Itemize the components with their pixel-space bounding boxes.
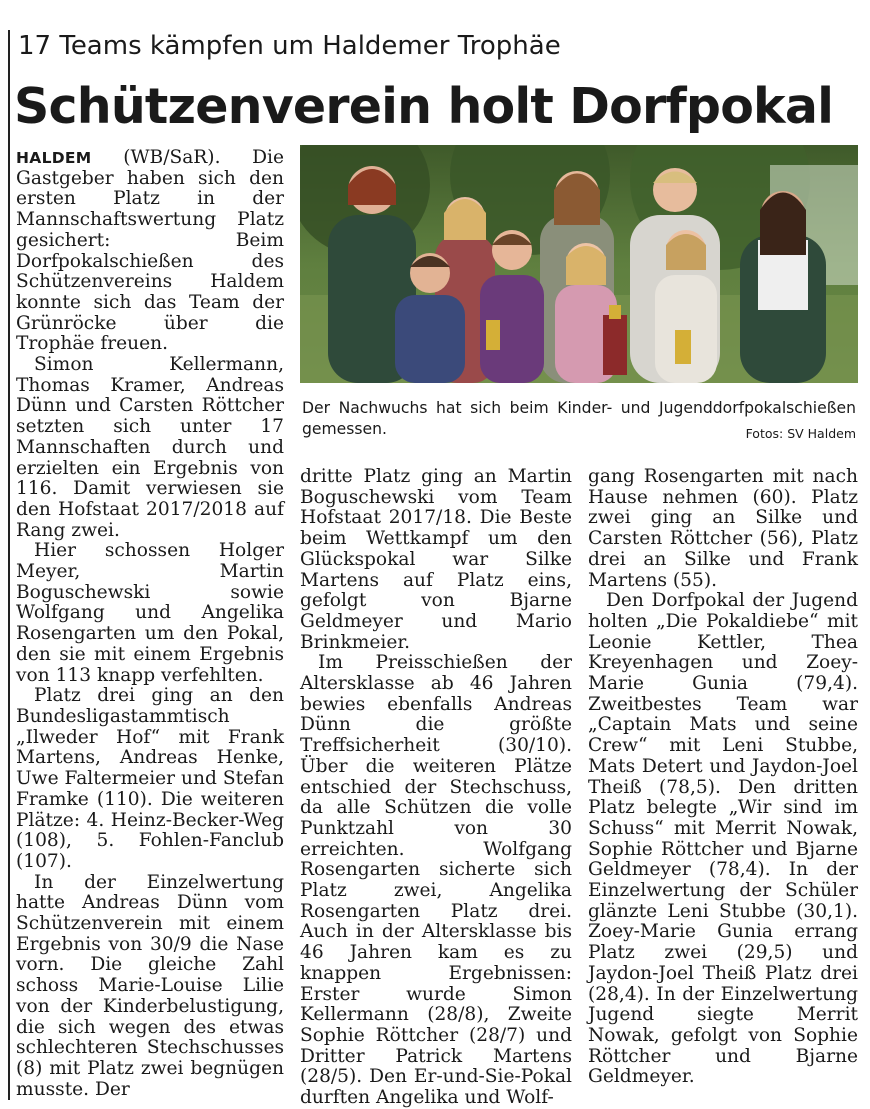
team-photo-image	[300, 145, 858, 383]
article-paragraph: Im Preisschießen der Altersklasse ab 46 Jahren bewies ebenfalls Andreas Dünn die größte Treffsicherheit (30/10). Über die weiteren Plätze entschied der Stechschuss, da alle Schützen die volle Punktzahl von 30 erreichten. Wolfgang Rosengarten sicherte sich Platz zwei, Angelika Rosengarten Platz drei. Auch in der Altersklasse bis 46 Jahren kam es zu knappen Ergebnissen: Erster wurde Simon Kellermann (28/8), Zweite Sophie Röttcher (28/7) und Dritter Patrick Martens (28/5). Den Er-und-Sie-Pokal durften Angelika und Wolf-	[300, 652, 572, 1109]
article-paragraph: gang Rosengarten mit nach Hause nehmen (60). Platz zwei ging an Silke und Carsten Röttcher (56), Platz drei an Silke und Frank Martens (55).	[588, 466, 858, 591]
dateline: HALDEM	[16, 149, 92, 167]
article-column-1	[16, 148, 284, 1100]
photo-caption: Der Nachwuchs hat sich beim Kinder- und Jugenddorfpokalschießen gemessen.	[302, 399, 856, 438]
kicker: 17 Teams kämpfen um Haldemer Trophäe	[18, 31, 561, 61]
source-tag: (WB/SaR).	[91, 147, 253, 168]
article-column-2	[300, 467, 572, 1109]
article-paragraph: Hier schossen Holger Meyer, Martin Boguschewski sowie Wolfgang und Angelika Rosengarten um den Pokal, den sie mit einem Ergebnis von 113 knapp verfehlten.	[16, 540, 284, 686]
article-paragraph: Simon Kellermann, Thomas Kramer, Andreas Dünn und Carsten Röttcher setzten sich unter 17 Mannschaften durch und erzielten ein Ergebnis von 116. Damit verwiesen sie den Hofstaat 2017/2018 auf Rang zwei.	[16, 354, 284, 541]
article-column-3	[588, 467, 858, 1088]
article-paragraph: Den Dorfpokal der Jugend holten „Die Pokaldiebe“ mit Leonie Kettler, Thea Kreyenhagen und Zoey-Marie Gunia (79,4). Zweitbestes Team war „Captain Mats und seine Crew“ mit Leni Stubbe, Mats Detert und Jaydon-Joel Theiß (78,5). Den dritten Platz belegte „Wir sind im Schuss“ mit Merrit Nowak, Sophie Röttcher und Bjarne Geldmeyer (78,4). In der Einzelwertung der Schüler glänzte Leni Stubbe (30,1). Zoey-Marie Gunia errang Platz zwei (29,5) und Jaydon-Joel Theiß Platz drei (28,4). In der Einzelwertung Jugend siegte Merrit Nowak, gefolgt von Sophie Röttcher und Bjarne Geldmeyer.	[588, 590, 858, 1088]
headline: Schützenverein holt Dorfpokal	[14, 78, 834, 135]
left-column-rule	[8, 30, 10, 1100]
photo-credit: Fotos: SV Haldem	[745, 426, 856, 441]
article-paragraph: HALDEM (WB/SaR). Die Gastgeber haben sich den ersten Platz in der Mannschaftswertung Platz gesichert: Beim Dorfpokalschießen des Schützenvereins Haldem konnte sich das Team der Grünröcke über die Trophäe freuen.	[16, 147, 284, 355]
article-paragraph: dritte Platz ging an Martin Boguschewski vom Team Hofstaat 2017/18. Die Beste beim Wettkampf um den Glückspokal war Silke Martens auf Platz eins, gefolgt von Bjarne Geldmeyer und Mario Brinkmeier.	[300, 466, 572, 653]
article-paragraph: Platz drei ging an den Bundesligastammtisch „Ilweder Hof“ mit Frank Martens, Andreas Henke, Uwe Faltermeier und Stefan Framke (110). Die weiteren Plätze: 4. Heinz-Becker-Weg (108), 5. Fohlen-Fanclub (107).	[16, 685, 284, 872]
team-photo	[300, 145, 858, 383]
article-paragraph: In der Einzelwertung hatte Andreas Dünn vom Schützenverein mit einem Ergebnis von 30/9 die Nase vorn. Die gleiche Zahl schoss Marie-Louise Lilie von der Kinderbelustigung, die sich wegen des etwas schlechteren Stechschusses (8) mit Platz zwei begnügen musste. Der	[16, 871, 284, 1100]
